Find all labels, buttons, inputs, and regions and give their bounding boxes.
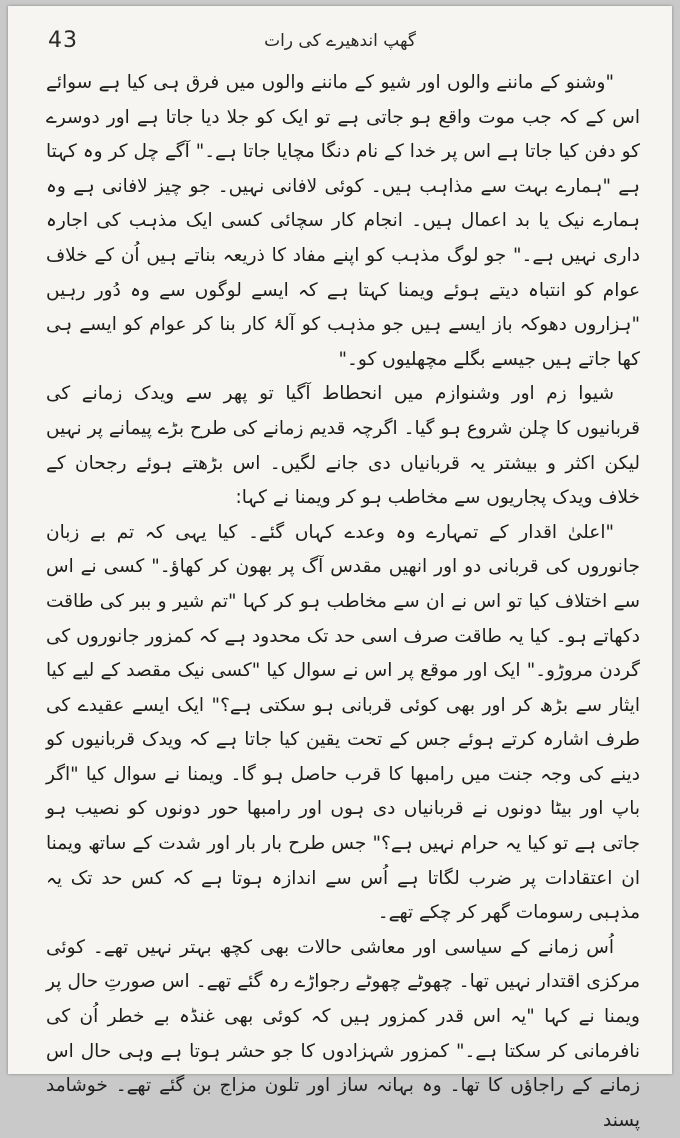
page-number: 43: [48, 28, 78, 53]
body-text: [46, 66, 640, 1138]
paragraph-3: "اعلیٰ اقدار کے تمہارے وہ وعدے کہاں گئے۔ کیا یہی کہ تم بے زبان جانوروں کی قربانی دو اور انھیں مقدس آگ پر بھون کر کھاؤ۔" کسی نے اس سے اختلاف کیا تو اس نے ان سے مخاطب ہو کر کہا "تم شیر و ببر کی طاقت دکھاتے ہو۔ کیا یہ طاقت صرف اسی حد تک محدود ہے کہ کمزور جانوروں کی گردن مروڑو۔" ایک اور موقع پر اس نے سوال کیا "کسی نیک مقصد کے لیے کیا ایثار سے بڑھ کر اور بھی کوئی قربانی ہو سکتی ہے؟" ایک ایسے عقیدے کی طرف اشارہ کرتے ہوئے جس کے تحت یقین کیا جاتا ہے کہ ویدک قربانیوں کو دینے کی وجہ جنت میں رامبھا کا قرب حاصل ہو گا۔ ویمنا نے سوال کیا "اگر باپ اور بیٹا دونوں نے قربانیاں دی ہوں اور رامبھا حور دونوں کو نصیب ہو جاتی ہے تو کیا یہ حرام نہیں ہے؟" جس طرح بار بار اور شدت کے ساتھ ویمنا ان اعتقادات پر ضرب لگاتا ہے اُس سے اندازہ ہوتا ہے کہ کس حد تک یہ مذہبی رسومات گھر کر چکے تھے۔: [46, 521, 640, 924]
page-header: [8, 28, 672, 58]
paragraph-1: "وشنو کے ماننے والوں اور شیو کے ماننے والوں میں فرق ہی کیا ہے سوائے اس کے کہ جب موت واقع ہو جاتی ہے تو ایک کو جلا دیا جاتا ہے اور دوسرے کو دفن کیا جاتا ہے اس پر خدا کے نام دنگا مچایا جاتا ہے۔" آگے چل کر وہ کہتا ہے "ہمارے بہت سے مذاہب ہیں۔ کوئی لافانی نہیں۔ جو چیز لافانی ہے وہ ہمارے نیک یا بد اعمال ہیں۔ انجام کار سچائی کسی ایک مذہب کی اجارہ داری نہیں ہے۔" جو لوگ مذہب کو اپنے مفاد کا ذریعہ بناتے ہیں اُن کے خلاف عوام کو انتباہ دیتے ہوئے ویمنا کہتا ہے کہ ایسے لوگوں سے وہ دُور رہیں "ہزاروں دھوکہ باز ایسے ہیں جو مذہب کو آلۂ کار بنا کر عوام کو ایسے ہی کھا جاتے ہیں جیسے بگلے مچھلیوں کو۔": [46, 72, 640, 370]
book-page: [8, 6, 672, 1131]
running-title: گھپ اندھیرے کی رات: [264, 31, 416, 51]
paragraph-2: شیوا زم اور وشنوازم میں انحطاط آگیا تو پھر سے ویدک زمانے کی قربانیوں کا چلن شروع ہو گیا۔ اگرچہ قدیم زمانے کی طرح بڑے پیمانے پر نہیں لیکن اکثر و بیشتر یہ قربانیاں دی جانے لگیں۔ اس بڑھتے ہوئے رجحان کے خلاف ویدک پجاریوں سے مخاطب ہو کر ویمنا نے کہا:: [46, 383, 640, 509]
paragraph-4: اُس زمانے کے سیاسی اور معاشی حالات بھی کچھ بہتر نہیں تھے۔ کوئی مرکزی اقتدار نہیں تھا۔ چھوٹے چھوٹے رجواڑے رہ گئے تھے۔ اس صورتِ حال پر ویمنا نے کہا "یہ اس قدر کمزور ہیں کہ کوئی بھی غنڈہ بے خطر اُن کی نافرمانی کر سکتا ہے۔" کمزور شہزادوں کا جو حشر ہوتا ہے وہی حال اس زمانے کے راجاؤں کا تھا۔ وہ بہانہ ساز اور تلون مزاج بن گئے تھے۔ خوشامد پسند: [46, 936, 640, 1131]
